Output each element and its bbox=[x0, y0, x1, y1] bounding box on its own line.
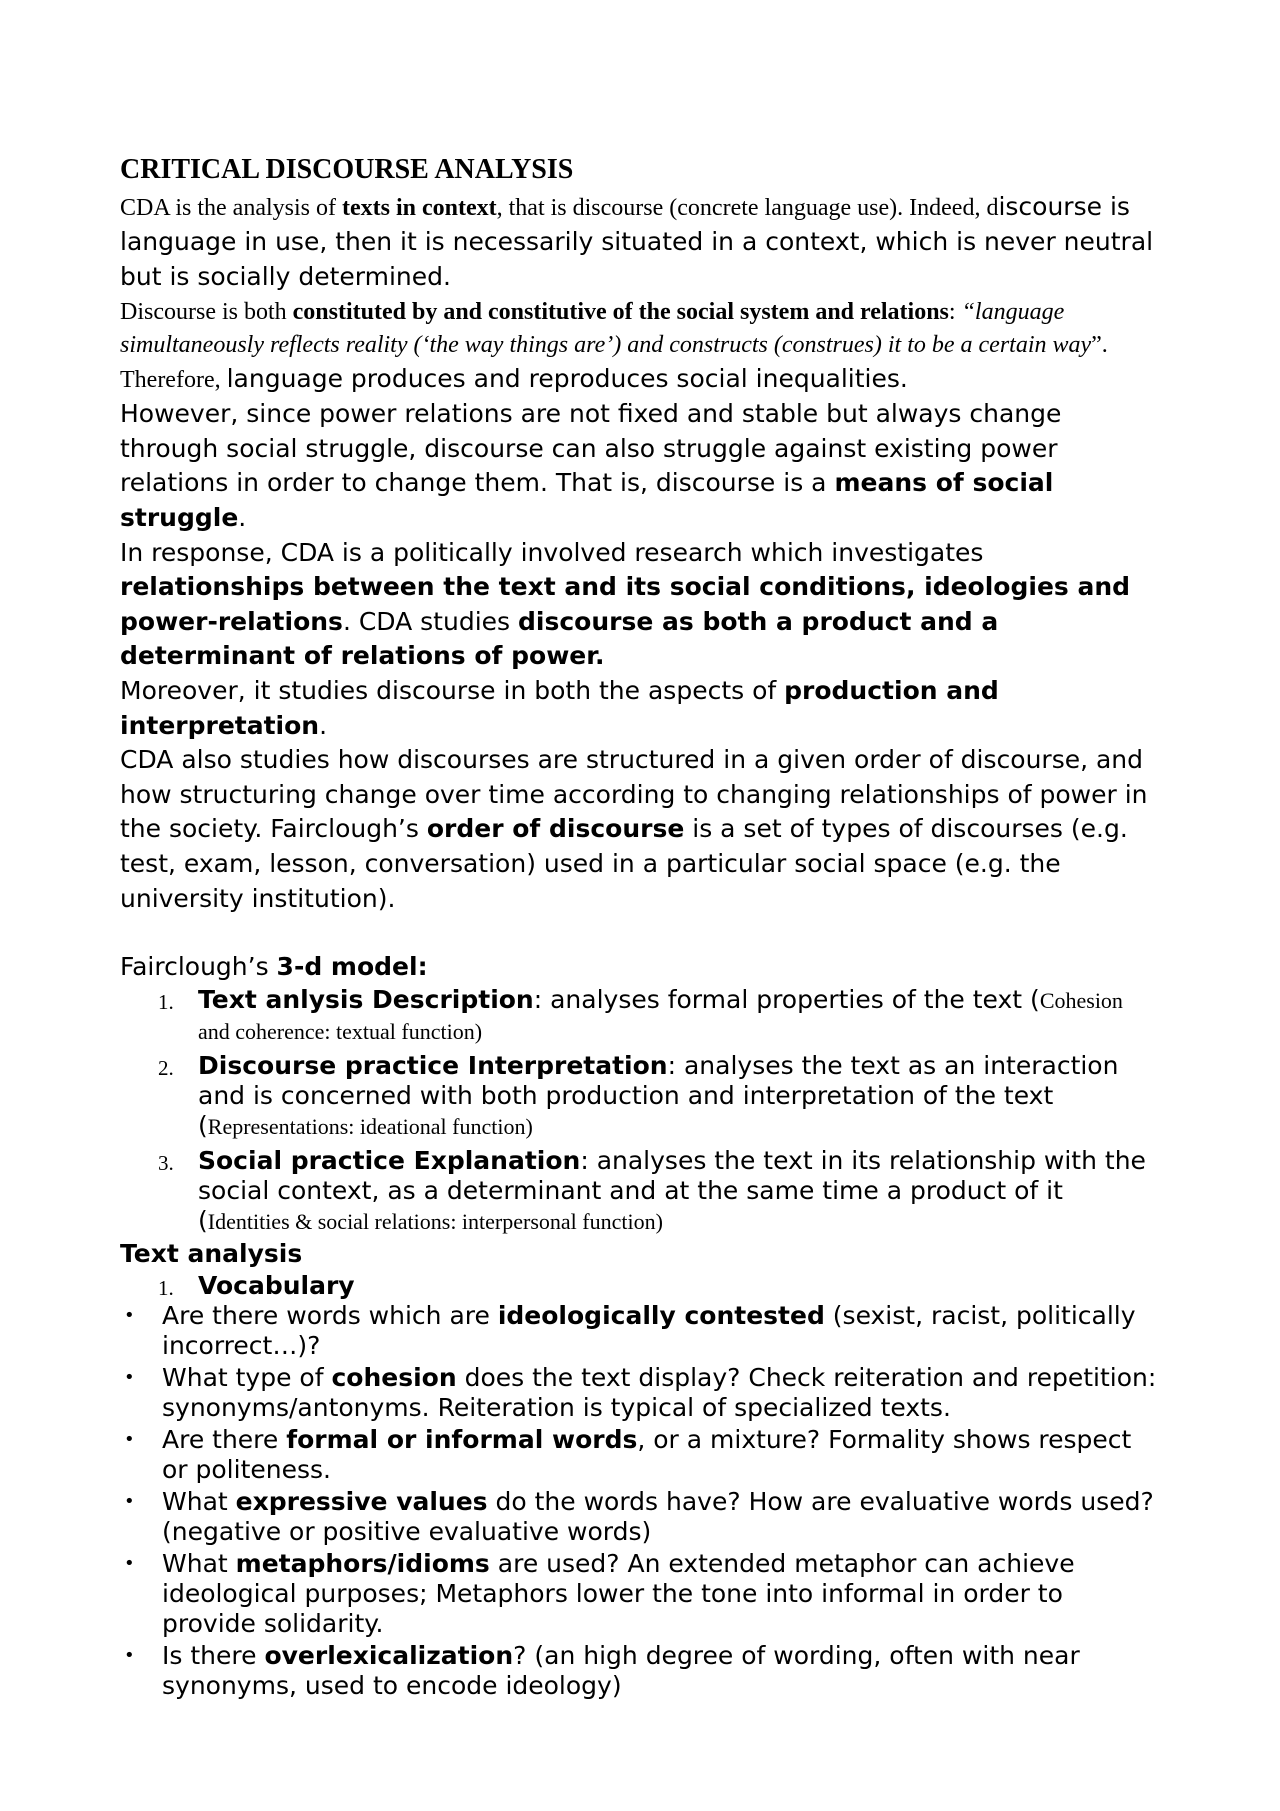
list-item-title: Text anlysis Description bbox=[198, 984, 534, 1014]
text-run: . CDA studies bbox=[342, 606, 518, 636]
text-run: , that is discourse (concrete language use). Indeed, bbox=[496, 195, 987, 221]
text-run: are used? An extended metaphor can achieve ideological purposes; Metaphors lower the tone into informal in order to provide solidarity. bbox=[162, 1548, 1075, 1638]
paragraph-discourse-constitutive bbox=[120, 296, 1160, 397]
text-run: Are there bbox=[162, 1424, 287, 1454]
list-number: 3. bbox=[158, 1150, 174, 1175]
emphasis: ideologically contested bbox=[497, 1300, 825, 1330]
list-item-title: Social practice Explanation bbox=[198, 1145, 581, 1175]
bullet-item bbox=[120, 1425, 1160, 1485]
paragraph-cda-definition bbox=[120, 190, 1160, 294]
emphasis-order-of-discourse: order of discourse bbox=[426, 814, 685, 844]
text-run: Fairclough’s bbox=[120, 952, 277, 982]
text-run: Discourse is both bbox=[120, 299, 293, 326]
document-title: CRITICAL DISCOURSE ANALYSIS bbox=[120, 154, 574, 185]
text-run: . bbox=[319, 710, 328, 740]
text-run: CDA is the analysis of bbox=[120, 195, 342, 221]
text-run: do the words have? How are evaluative words used? (negative or positive evaluative words) bbox=[162, 1486, 1154, 1546]
document-page bbox=[120, 150, 1160, 1701]
list-number: 1. bbox=[158, 989, 174, 1014]
emphasis: cohesion bbox=[331, 1362, 457, 1392]
text-run: . bbox=[238, 502, 247, 532]
bullet-item bbox=[120, 1641, 1160, 1701]
list-item bbox=[120, 1146, 1160, 1237]
text-run: ”. Therefore, bbox=[120, 332, 1108, 394]
text-run: : analyses the text as an interaction and is concerned with both production and interpretation of the text bbox=[198, 1050, 1119, 1110]
paragraph-order-of-discourse bbox=[120, 743, 1160, 916]
text-run: ( bbox=[198, 1110, 208, 1140]
text-run: iscourse is language in use, then it is necessarily situated in a context, which is never neutral but is socially determined. bbox=[120, 192, 1154, 291]
emphasis-production-interpretation: production and interpretation bbox=[120, 675, 999, 740]
list-item-title: Discourse practice Interpretation bbox=[198, 1050, 668, 1080]
emphasis-product-determinant: discourse as both a product and a determinant of relations of power. bbox=[120, 606, 999, 671]
emphasis-means-of-social-struggle: means of social struggle bbox=[120, 468, 1054, 532]
bullet-icon: • bbox=[124, 1304, 135, 1326]
list-item bbox=[120, 1051, 1160, 1142]
list-item bbox=[120, 985, 1160, 1047]
text-run: : bbox=[948, 299, 962, 326]
text-analysis-heading: Text analysis bbox=[120, 1238, 303, 1268]
list-item-vocabulary bbox=[120, 1271, 1160, 1301]
text-run: Is there bbox=[162, 1640, 265, 1670]
paragraph-production-interpretation bbox=[120, 674, 1160, 743]
text-run: is a set of types of discourses (e.g. test, exam, lesson, conversation) used in a particular social space (e.g. the university institution). bbox=[120, 814, 1128, 913]
text-run: Cohesion and coherence: textual function) bbox=[198, 987, 1123, 1044]
text-run: ? (an high degree of wording, often with near synonyms, used to encode ideology) bbox=[162, 1640, 1080, 1700]
text-run: What type of bbox=[162, 1362, 332, 1392]
text-run: ( bbox=[1030, 984, 1040, 1014]
quotation: “language simultaneously reflects reality (‘the way things are’) and constructs (construes) it to be a certain way bbox=[120, 299, 1092, 359]
text-run: d bbox=[986, 195, 999, 221]
bullet-item bbox=[120, 1549, 1160, 1639]
text-run: However, since power relations are not fixed and stable but always change through social struggle, discourse can also struggle against existing power relations in order to change them. That is, discourse is a bbox=[120, 399, 1062, 498]
emphasis: overlexicalization bbox=[264, 1640, 514, 1670]
text-run: : analyses the text in its relationship with the social context, as a determinant and at the same time a product of it bbox=[198, 1145, 1146, 1205]
paragraph-power-relations bbox=[120, 397, 1160, 535]
blank-line bbox=[120, 916, 1160, 950]
text-run: language produces and reproduces social inequalities. bbox=[226, 364, 908, 394]
text-run: Representations: ideational function) bbox=[207, 1113, 533, 1139]
emphasis-3d-model: 3-d model: bbox=[276, 952, 428, 982]
text-run: ( bbox=[198, 1205, 208, 1235]
text-run: , or a mixture? Formality shows respect or politeness. bbox=[162, 1424, 1132, 1484]
bullet-icon: • bbox=[124, 1428, 135, 1450]
bullet-icon: • bbox=[124, 1366, 135, 1388]
text-run: In response, CDA is a politically involved research which investigates bbox=[120, 537, 984, 567]
bullet-item bbox=[120, 1363, 1160, 1423]
vocabulary-bullets bbox=[120, 1301, 1160, 1701]
emphasis: metaphors/idioms bbox=[235, 1548, 490, 1578]
text-run: CDA also studies how discourses are structured in a given order of discourse, and how structuring change over time according to changing relationships of power in the society. Fairclough’s bbox=[120, 745, 1148, 844]
text-run: : analyses formal properties of the text bbox=[533, 984, 1031, 1014]
text-run: does the text display? Check reiteration and repetition: synonyms/antonyms. Reiteration is typical of specialized texts. bbox=[162, 1362, 1157, 1422]
model-list bbox=[120, 985, 1160, 1237]
emphasis: expressive values bbox=[235, 1486, 488, 1516]
text-run: Moreover, it studies discourse in both the aspects of bbox=[120, 675, 785, 705]
text-run: What bbox=[162, 1548, 236, 1578]
text-run: (sexist, racist, politically incorrect…)? bbox=[162, 1300, 1136, 1360]
vocabulary-label: Vocabulary bbox=[198, 1270, 355, 1300]
emphasis: formal or informal words bbox=[286, 1424, 638, 1454]
bullet-icon: • bbox=[124, 1552, 135, 1574]
list-number: 1. bbox=[158, 1275, 174, 1300]
emphasis-constituted-by: constituted by and constitutive of the social system and relations bbox=[292, 299, 949, 326]
paragraph-cda-research bbox=[120, 536, 1160, 674]
bullet-item bbox=[120, 1301, 1160, 1361]
text-run: Identities & social relations: interpersonal function) bbox=[207, 1208, 663, 1234]
bullet-icon: • bbox=[124, 1644, 135, 1666]
text-run: What bbox=[162, 1486, 236, 1516]
emphasis-texts-in-context: texts in context bbox=[342, 195, 497, 221]
model-heading bbox=[120, 950, 1160, 985]
emphasis-relationships: relationships between the text and its social conditions, ideologies and power-relations bbox=[120, 572, 1131, 636]
bullet-icon: • bbox=[124, 1490, 135, 1512]
list-number: 2. bbox=[158, 1055, 174, 1080]
text-run: Are there words which are bbox=[162, 1300, 498, 1330]
bullet-item bbox=[120, 1487, 1160, 1547]
